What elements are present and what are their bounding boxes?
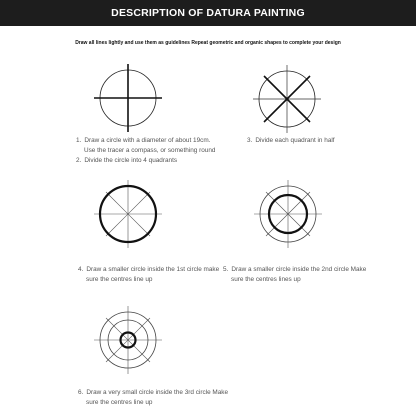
diagram-step-4 <box>92 178 164 250</box>
diagram-step-1 <box>92 62 164 134</box>
step-4-text: Draw a smaller circle inside the 1st circle make <box>86 266 220 273</box>
step-4-caption <box>78 265 219 285</box>
step-4-number: 4. <box>78 266 84 273</box>
step-1-number: 1. <box>76 137 82 144</box>
step-1-text-2: Use the tracer a compass, or something round <box>84 147 216 154</box>
step-4-text-2: sure the centres line up <box>86 276 153 283</box>
step-2-text: Divide the circle into 4 quadrants <box>84 157 178 164</box>
diagram-step-3 <box>250 62 324 136</box>
page-title: DESCRIPTION OF DATURA PAINTING <box>0 0 416 26</box>
step-5-text-2: sure the centres lines up <box>231 276 301 283</box>
step-5-caption <box>223 265 366 285</box>
step-6-text: Draw a very small circle inside the 3rd circle Make <box>86 389 229 396</box>
diagram-step-5 <box>252 178 324 250</box>
step-1-caption <box>76 136 215 156</box>
step-5-number: 5. <box>223 266 229 273</box>
step-1-text: Draw a circle with a diameter of about 19cm. <box>84 137 211 144</box>
step-2-number: 2. <box>76 157 82 164</box>
step-3-caption <box>247 136 335 146</box>
step-2-caption <box>76 156 177 166</box>
step-3-text: Divide each quadrant in half <box>255 137 335 144</box>
step-6-number: 6. <box>78 389 84 396</box>
instructions-text: Draw all lines lightly and use them as guidelines Repeat geometric and organic shapes to complete your design <box>75 40 341 46</box>
step-5-text: Draw a smaller circle inside the 2nd circle Make <box>231 266 367 273</box>
step-6-caption <box>78 388 228 408</box>
diagram-step-6 <box>92 304 164 376</box>
step-6-text-2: sure the centres line up <box>86 399 153 406</box>
step-3-number: 3. <box>247 137 253 144</box>
